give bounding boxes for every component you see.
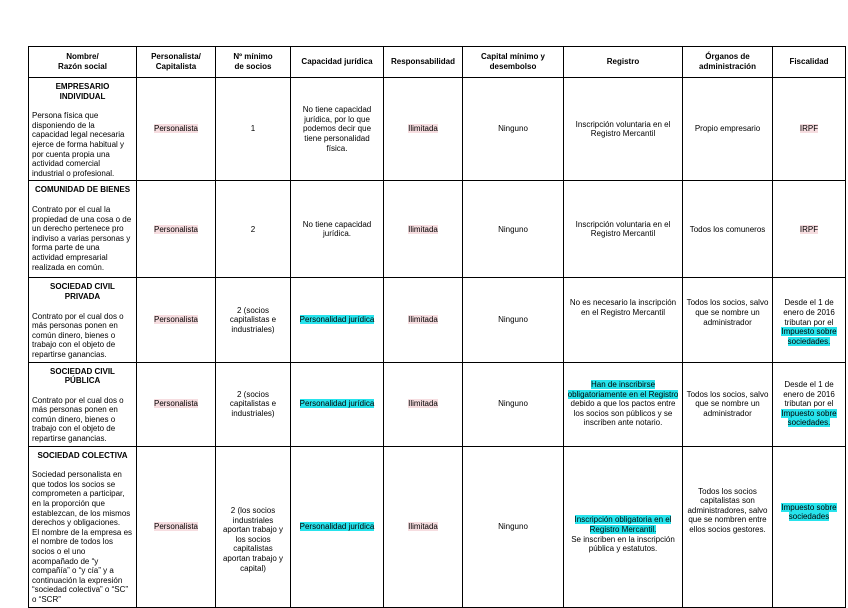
entity-cell [29, 362, 137, 446]
header-nombre: Nombre/ Razón social [29, 47, 137, 78]
header-registro: Registro [564, 47, 683, 78]
organos-cell: Todos los socios, salvo que se nombre un administrador [683, 278, 773, 362]
responsabilidad-value: Ilimitada [408, 124, 438, 134]
responsabilidad-cell [384, 278, 463, 362]
entity-name: COMUNIDAD DE BIENES [34, 185, 131, 195]
registro-text: Se inscriben en la inscripción pública y estatutos. [571, 534, 675, 554]
entity-cell [29, 181, 137, 278]
header-responsabilidad: Responsabilidad [384, 47, 463, 78]
entity-name: SOCIEDAD CIVIL PRIVADA [50, 282, 115, 301]
registro-highlight: Inscripción obligatoria en el Registro Mercantil. [574, 515, 672, 535]
registro-text: Inscripción voluntaria en el Registro Mercantil [575, 219, 671, 239]
personalista-value: Personalista [153, 399, 199, 409]
responsabilidad-value: Ilimitada [408, 224, 438, 234]
fiscalidad-value: Impuesto sobre sociedades. [781, 327, 837, 346]
fiscalidad-cell [773, 446, 846, 607]
personalista-cell [137, 362, 216, 446]
table-row [29, 78, 846, 181]
fiscalidad-value: Impuesto sobre sociedades. [781, 408, 837, 428]
registro-cell [564, 78, 683, 181]
fiscalidad-cell [773, 278, 846, 362]
header-personalista: Personalista/ Capitalista [137, 47, 216, 78]
personalista-cell [137, 78, 216, 181]
entity-cell [29, 78, 137, 181]
capital-cell: Ninguno [463, 362, 564, 446]
registro-text: debido a que los pactos entre los socios son públicos y se inscriben ante notario. [570, 399, 676, 428]
table-row [29, 446, 846, 607]
entity-name: SOCIEDAD COLECTIVA [37, 450, 128, 460]
fiscalidad-text: Desde el 1 de enero de 2016 tributan por el [783, 298, 835, 327]
table-row [29, 181, 846, 278]
responsabilidad-value: Ilimitada [408, 399, 438, 409]
entity-description: Sociedad personalista en que todos los socios se comprometen a participar, en la proporción que establezcan, de los mismos derechos y obligaciones. El nombre de la empresa es el nombre de todos los socios o el uno acompañado de “y compañía” o “y cía” y a continuación la expresión “sociedad colectiva” o “SC” o “SCR” [32, 470, 133, 604]
organos-cell: Todos los comuneros [683, 181, 773, 278]
organos-cell: Todos los socios capitalistas son administradores, salvo que se nombren entre ellos socios gestores. [683, 446, 773, 607]
fiscalidad-cell [773, 78, 846, 181]
socios-cell: 2 (socios capitalistas e industriales) [216, 362, 291, 446]
personalista-value: Personalista [153, 315, 199, 325]
fiscalidad-value: IRPF [799, 124, 819, 134]
responsabilidad-value: Ilimitada [408, 521, 438, 531]
table-row [29, 362, 846, 446]
header-row [29, 47, 846, 78]
capacidad-value: Personalidad jurídica [299, 399, 375, 409]
socios-cell: 1 [216, 78, 291, 181]
personalista-cell [137, 446, 216, 607]
responsabilidad-cell [384, 446, 463, 607]
capital-cell: Ninguno [463, 278, 564, 362]
registro-highlight: Han de inscribirse obligatoriamente en el Registro [567, 380, 679, 399]
capital-cell: Ninguno [463, 446, 564, 607]
capital-cell: Ninguno [463, 181, 564, 278]
registro-cell [564, 181, 683, 278]
entity-description: Persona física que disponiendo de la capacidad legal necesaria ejerce de forma habitual y por cuenta propia una actividad comercial industrial o profesional. [32, 111, 125, 178]
header-organos: Órganos de administración [683, 47, 773, 78]
entity-cell [29, 278, 137, 362]
registro-cell [564, 362, 683, 446]
capacidad-value: Personalidad jurídica [299, 521, 375, 531]
responsabilidad-cell [384, 78, 463, 181]
capacidad-cell: No tiene capacidad jurídica. [291, 181, 384, 278]
header-capacidad: Capacidad jurídica [291, 47, 384, 78]
organos-cell: Propio empresario [683, 78, 773, 181]
entity-description: Contrato por el cual dos o más personas ponen en común dinero, bienes o trabajo con el objeto de repartirse ganancias. [32, 311, 124, 359]
organos-cell: Todos los socios, salvo que se nombre un administrador [683, 362, 773, 446]
personalista-cell [137, 181, 216, 278]
capacidad-value: Personalidad jurídica [299, 315, 375, 325]
entity-description: Contrato por el cual dos o más personas ponen en común dinero, bienes o trabajo con el objeto de repartirse ganancias. [32, 395, 124, 444]
registro-text: Inscripción voluntaria en el Registro Mercantil [575, 119, 671, 139]
responsabilidad-cell [384, 181, 463, 278]
personalista-value: Personalista [153, 521, 199, 531]
fiscalidad-value: IRPF [799, 224, 819, 234]
socios-cell: 2 (socios capitalistas e industriales) [216, 278, 291, 362]
fiscalidad-cell [773, 181, 846, 278]
personalista-cell [137, 278, 216, 362]
fiscalidad-value: Impuesto sobre sociedades [781, 502, 837, 522]
responsabilidad-value: Ilimitada [408, 315, 438, 325]
entity-name: SOCIEDAD CIVIL PÚBLICA [50, 366, 115, 386]
header-fiscalidad: Fiscalidad [773, 47, 846, 78]
personalista-value: Personalista [153, 124, 199, 134]
registro-text: No es necesario la inscripción en el Registro Mercantil [569, 298, 677, 317]
socios-cell: 2 (los socios industriales aportan trabajo y los socios capitalistas aportan trabajo y capital) [216, 446, 291, 607]
entity-name: EMPRESARIO INDIVIDUAL [55, 82, 110, 101]
entity-description: Contrato por el cual la propiedad de una cosa o de un derecho pertenece pro indiviso a varias personas y forma parte de una actividad empresarial realizada en común. [32, 204, 132, 272]
header-socios: Nº mínimo de socios [216, 47, 291, 78]
socios-cell: 2 [216, 181, 291, 278]
personalista-value: Personalista [153, 224, 199, 234]
capital-cell: Ninguno [463, 78, 564, 181]
capacidad-cell [291, 362, 384, 446]
capacidad-cell: No tiene capacidad jurídica, por lo que podemos decir que tiene personalidad física. [291, 78, 384, 181]
fiscalidad-text: Desde el 1 de enero de 2016 tributan por el [783, 380, 835, 409]
fiscalidad-cell [773, 362, 846, 446]
capacidad-cell [291, 278, 384, 362]
comparison-table [28, 46, 846, 608]
registro-cell [564, 446, 683, 607]
entity-cell [29, 446, 137, 607]
header-capital: Capital mínimo y desembolso [463, 47, 564, 78]
capacidad-cell [291, 446, 384, 607]
table-row [29, 278, 846, 362]
registro-cell [564, 278, 683, 362]
responsabilidad-cell [384, 362, 463, 446]
